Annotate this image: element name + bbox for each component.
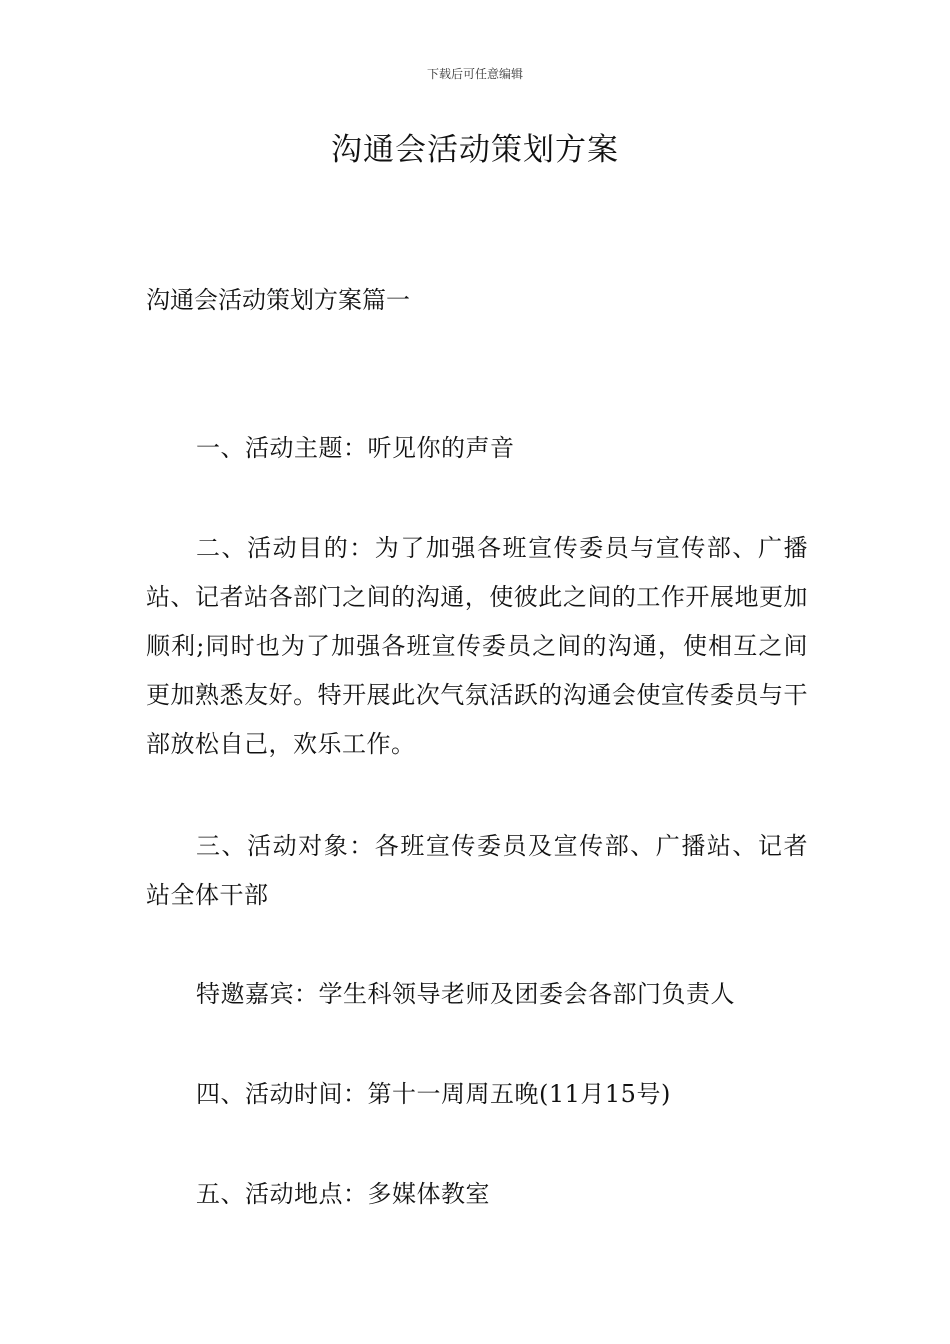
- section-title: 沟通会活动策划方案篇一: [146, 286, 410, 314]
- paragraph-activity-purpose: 二、活动目的：为了加强各班宣传委员与宣传部、广播站、记者站各部门之间的沟通，使彼此之间的工作开展地更加顺利;同时也为了加强各班宣传委员之间的沟通，使相互之间更加熟悉友好。特开展此次气氛活跃的沟通会使宣传委员与干部放松自己，欢乐工作。: [146, 534, 808, 758]
- paragraph-activity-participants: 三、活动对象：各班宣传委员及宣传部、广播站、记者站全体干部: [146, 832, 808, 909]
- paragraph-activity-theme: 一、活动主题：听见你的声音: [196, 434, 515, 462]
- header-note: 下载后可任意编辑: [426, 67, 523, 81]
- paragraph-activity-location: 五、活动地点：多媒体教室: [196, 1180, 490, 1208]
- document-title: 沟通会活动策划方案: [331, 132, 619, 168]
- paragraph-activity-time: 四、活动时间：第十一周周五晚(11月15号): [196, 1080, 671, 1108]
- paragraph-special-guests: 特邀嘉宾：学生科领导老师及团委会各部门负责人: [196, 980, 735, 1008]
